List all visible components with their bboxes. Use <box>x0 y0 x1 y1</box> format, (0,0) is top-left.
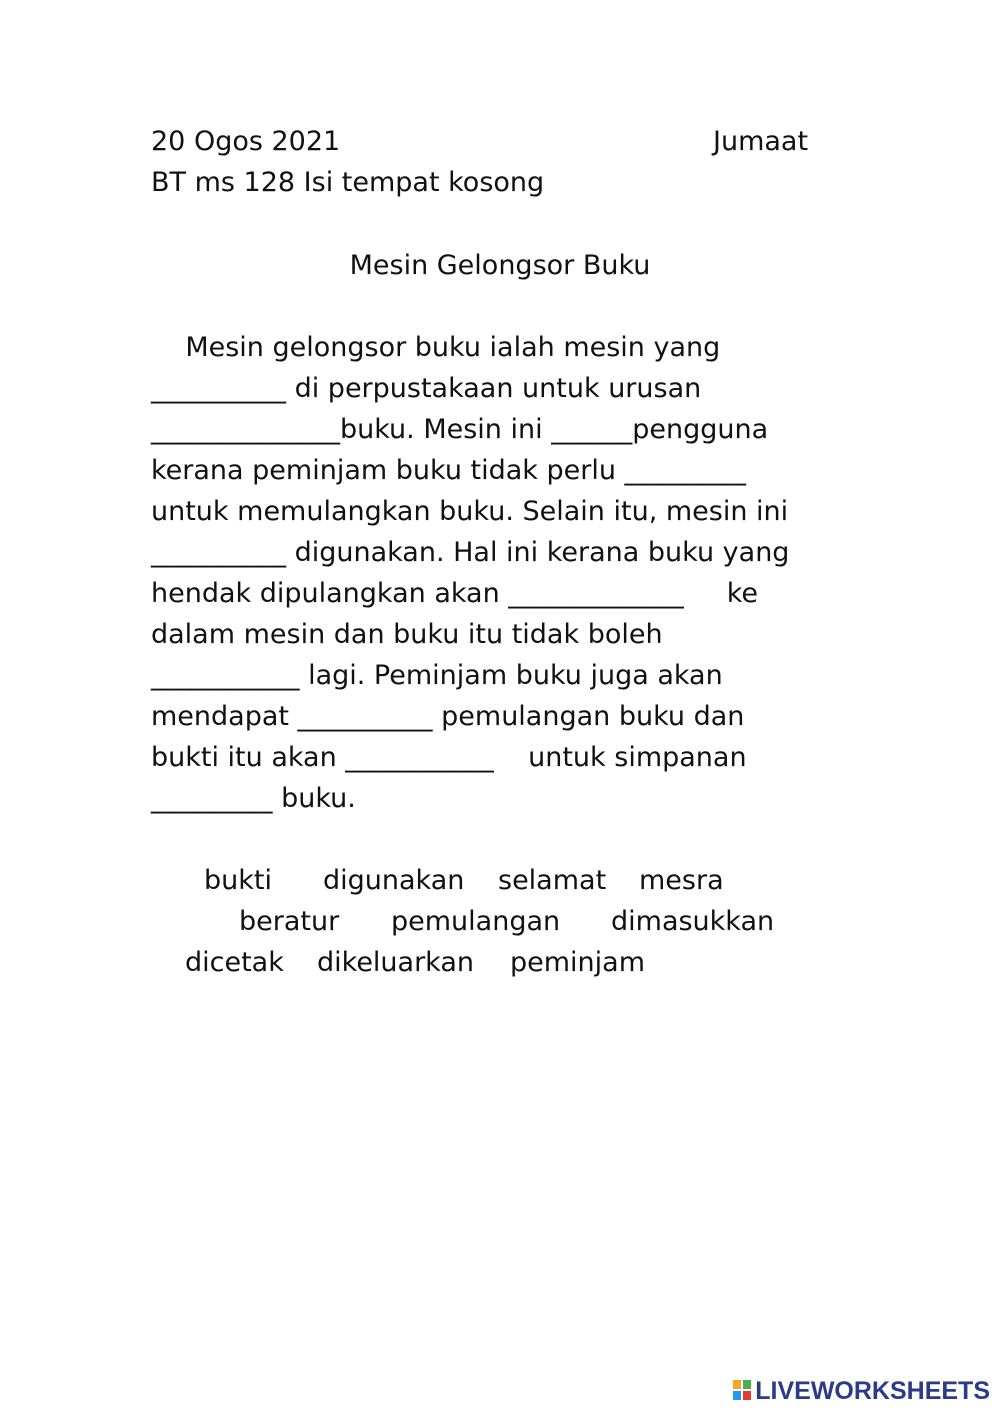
liveworksheets-brand <box>733 1373 990 1409</box>
passage-line: bukti itu akan ___________ untuk simpanan <box>151 742 747 773</box>
passage-line: ______________buku. Mesin ini ______pengguna <box>151 414 769 445</box>
word-bank-item: selamat <box>498 865 607 896</box>
word-bank-item: peminjam <box>510 947 646 978</box>
passage-line: ___________ lagi. Peminjam buku juga akan <box>151 660 723 691</box>
instruction-text: BT ms 128 Isi tempat kosong <box>151 167 545 198</box>
passage-line: untuk memulangkan buku. Selain itu, mesin ini <box>151 496 789 527</box>
word-bank-item: beratur <box>239 906 340 937</box>
passage-line: __________ di perpustakaan untuk urusan <box>151 373 702 404</box>
liveworksheets-logo-icon <box>733 1380 753 1402</box>
passage-line: mendapat __________ pemulangan buku dan <box>151 701 745 732</box>
word-bank-item: bukti <box>204 865 272 896</box>
word-bank-item: dikeluarkan <box>317 947 475 978</box>
passage-line: Mesin gelongsor buku ialah mesin yang <box>151 332 721 363</box>
passage-line: _________ buku. <box>151 783 356 814</box>
word-bank-item: digunakan <box>323 865 465 896</box>
passage-line: dalam mesin dan buku itu tidak boleh <box>151 619 663 650</box>
worksheet-title: Mesin Gelongsor Buku <box>349 250 651 281</box>
word-bank-item: mesra <box>639 865 724 896</box>
header-date: 20 Ogos 2021 <box>151 126 341 157</box>
passage-line: kerana peminjam buku tidak perlu _________ <box>151 455 747 486</box>
word-bank-item: dicetak <box>185 947 284 978</box>
word-bank-item: pemulangan <box>391 906 561 937</box>
brand-name: LIVEWORKSHEETS <box>755 1376 990 1405</box>
header-day: Jumaat <box>713 126 809 157</box>
word-bank-item: dimasukkan <box>611 906 775 937</box>
passage-line: hendak dipulangkan akan _____________ ke <box>151 578 758 609</box>
passage-line: __________ digunakan. Hal ini kerana buku yang <box>151 537 790 568</box>
